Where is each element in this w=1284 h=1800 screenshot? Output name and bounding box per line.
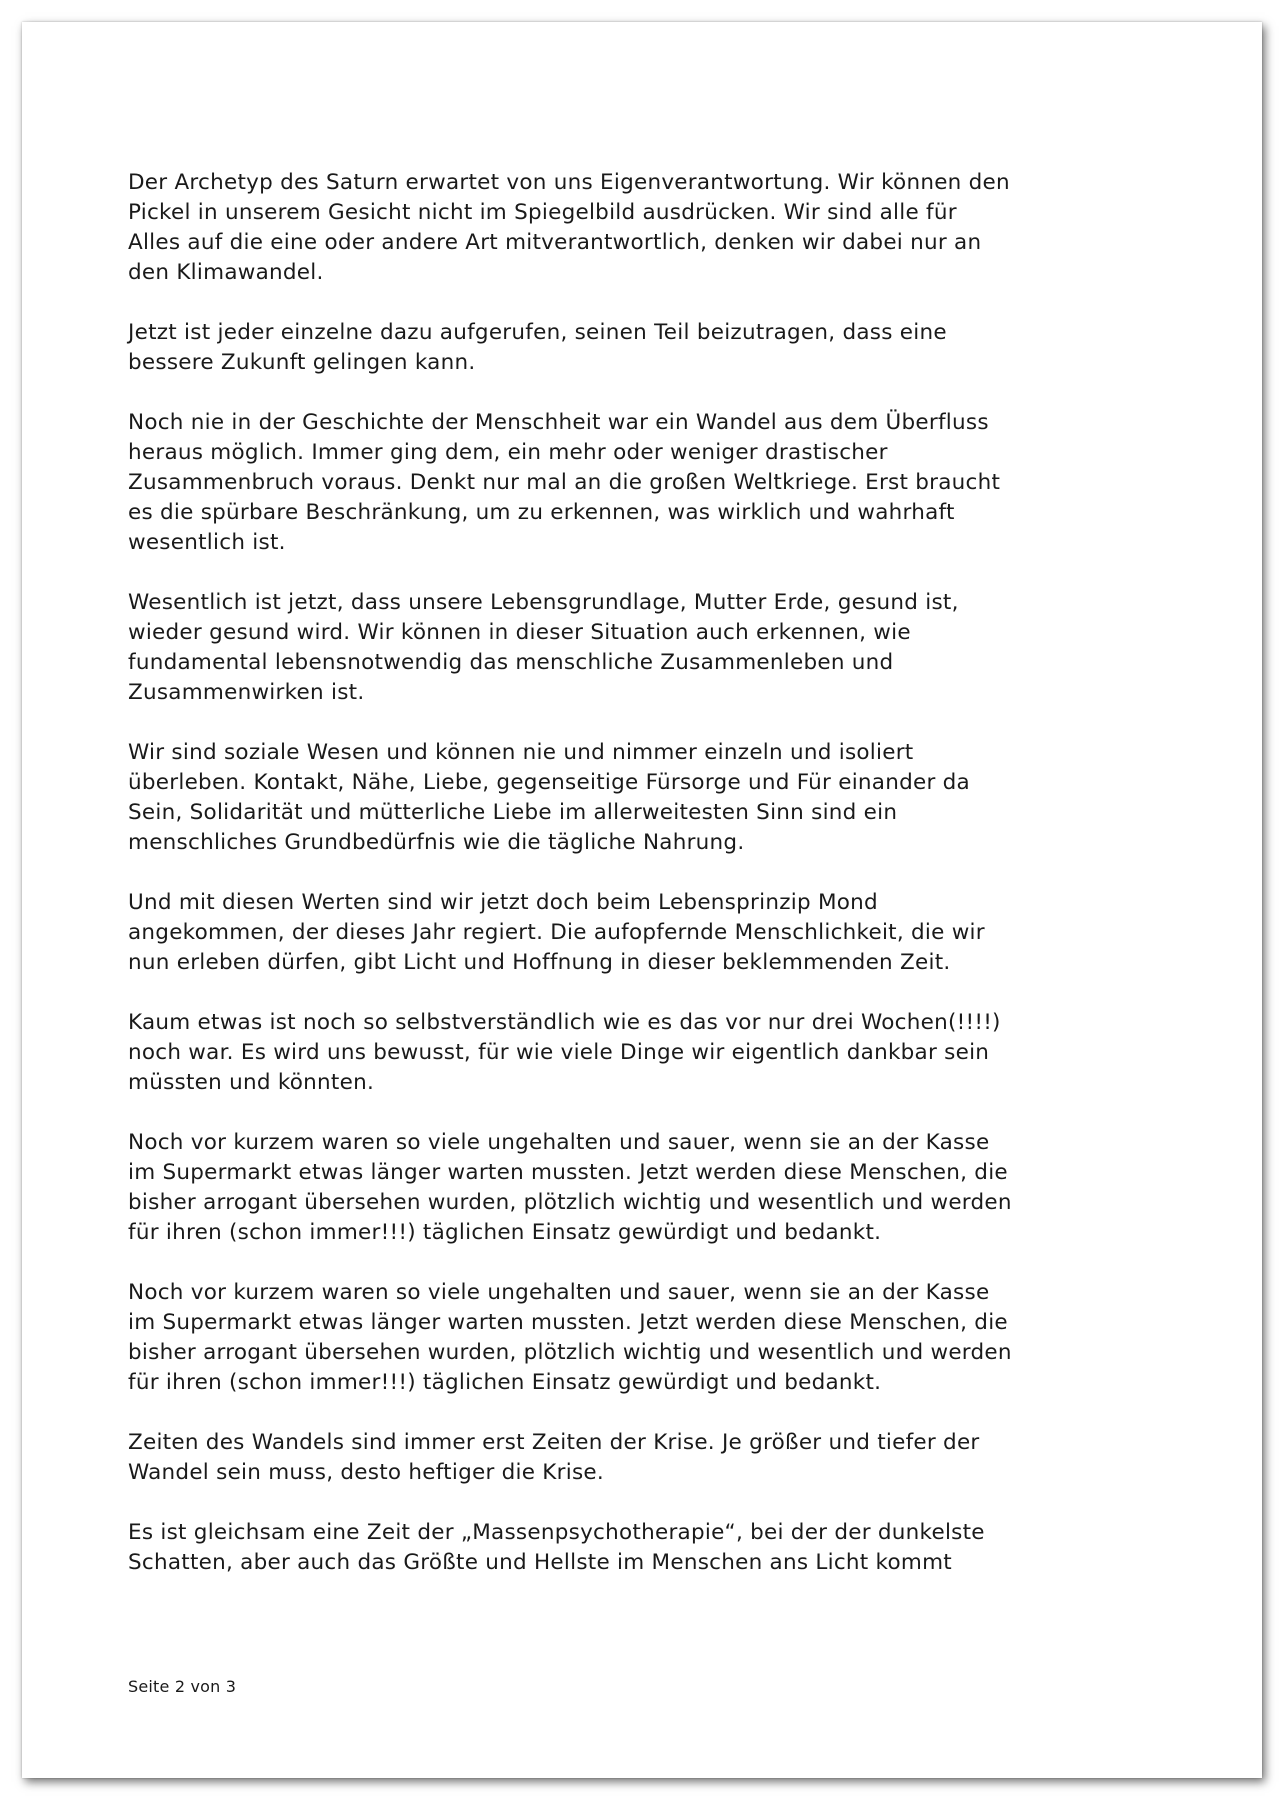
paragraph (128, 318, 1048, 378)
paragraph (128, 408, 1048, 558)
paragraph (128, 1518, 1048, 1578)
body-text (128, 168, 1048, 1608)
text-line: Noch nie in der Geschichte der Menschheit war ein Wandel aus dem Überfluss (128, 410, 989, 435)
paragraph (128, 1278, 1048, 1398)
text-line: Schatten, aber auch das Größte und Hellste im Menschen ans Licht kommt (128, 1550, 952, 1575)
text-line: Wesentlich ist jetzt, dass unsere Lebensgrundlage, Mutter Erde, gesund ist, (128, 590, 959, 615)
document-page (22, 22, 1262, 1778)
text-line: Noch vor kurzem waren so viele ungehalten und sauer, wenn sie an der Kasse (128, 1280, 990, 1305)
text-line: Kaum etwas ist noch so selbstverständlich wie es das vor nur drei Wochen(!!!!) (128, 1010, 1001, 1035)
text-line: Zusammenwirken ist. (128, 680, 365, 705)
text-line: für ihren (schon immer!!!) täglichen Einsatz gewürdigt und bedankt. (128, 1220, 882, 1245)
text-line: Sein, Solidarität und mütterliche Liebe im allerweitesten Sinn sind ein (128, 800, 898, 825)
text-line: fundamental lebensnotwendig das menschliche Zusammenleben und (128, 650, 894, 675)
text-line: Zusammenbruch voraus. Denkt nur mal an die großen Weltkriege. Erst braucht (128, 470, 1001, 495)
text-line: überleben. Kontakt, Nähe, Liebe, gegenseitige Fürsorge und Für einander da (128, 770, 970, 795)
text-line: für ihren (schon immer!!!) täglichen Einsatz gewürdigt und bedankt. (128, 1370, 882, 1395)
text-line: bessere Zukunft gelingen kann. (128, 350, 476, 375)
text-line: müssten und könnten. (128, 1070, 375, 1095)
paragraph (128, 1128, 1048, 1248)
text-line: noch war. Es wird uns bewusst, für wie viele Dinge wir eigentlich dankbar sein (128, 1040, 990, 1065)
text-line: bisher arrogant übersehen wurden, plötzlich wichtig und wesentlich und werden (128, 1190, 1012, 1215)
text-line: Alles auf die eine oder andere Art mitverantwortlich, denken wir dabei nur an (128, 230, 982, 255)
text-line: Jetzt ist jeder einzelne dazu aufgerufen, seinen Teil beizutragen, dass eine (128, 320, 947, 345)
page-number-footer: Seite 2 von 3 (128, 1677, 237, 1696)
text-line: menschliches Grundbedürfnis wie die tägliche Nahrung. (128, 830, 745, 855)
text-line: Wandel sein muss, desto heftiger die Krise. (128, 1460, 604, 1485)
text-line: Pickel in unserem Gesicht nicht im Spiegelbild ausdrücken. Wir sind alle für (128, 200, 957, 225)
paragraph (128, 888, 1048, 978)
text-line: Der Archetyp des Saturn erwartet von uns Eigenverantwortung. Wir können den (128, 170, 1010, 195)
text-line: Es ist gleichsam eine Zeit der „Massenpsychotherapie“, bei der der dunkelste (128, 1520, 985, 1545)
text-line: angekommen, der dieses Jahr regiert. Die aufopfernde Menschlichkeit, die wir (128, 920, 985, 945)
text-line: nun erleben dürfen, gibt Licht und Hoffnung in dieser beklemmenden Zeit. (128, 950, 951, 975)
text-line: bisher arrogant übersehen wurden, plötzlich wichtig und wesentlich und werden (128, 1340, 1012, 1365)
text-line: den Klimawandel. (128, 260, 324, 285)
text-line: Wir sind soziale Wesen und können nie und nimmer einzeln und isoliert (128, 740, 914, 765)
text-line: wesentlich ist. (128, 530, 286, 555)
text-line: heraus möglich. Immer ging dem, ein mehr oder weniger drastischer (128, 440, 888, 465)
text-line: wieder gesund wird. Wir können in dieser Situation auch erkennen, wie (128, 620, 911, 645)
paragraph (128, 1428, 1048, 1488)
text-line: im Supermarkt etwas länger warten mussten. Jetzt werden diese Menschen, die (128, 1160, 1008, 1185)
text-line: es die spürbare Beschränkung, um zu erkennen, was wirklich und wahrhaft (128, 500, 955, 525)
text-line: Noch vor kurzem waren so viele ungehalten und sauer, wenn sie an der Kasse (128, 1130, 990, 1155)
text-line: im Supermarkt etwas länger warten mussten. Jetzt werden diese Menschen, die (128, 1310, 1008, 1335)
paragraph (128, 738, 1048, 858)
paragraph (128, 588, 1048, 708)
paragraph (128, 1008, 1048, 1098)
text-line: Und mit diesen Werten sind wir jetzt doch beim Lebensprinzip Mond (128, 890, 878, 915)
text-line: Zeiten des Wandels sind immer erst Zeiten der Krise. Je größer und tiefer der (128, 1430, 980, 1455)
paragraph (128, 168, 1048, 288)
